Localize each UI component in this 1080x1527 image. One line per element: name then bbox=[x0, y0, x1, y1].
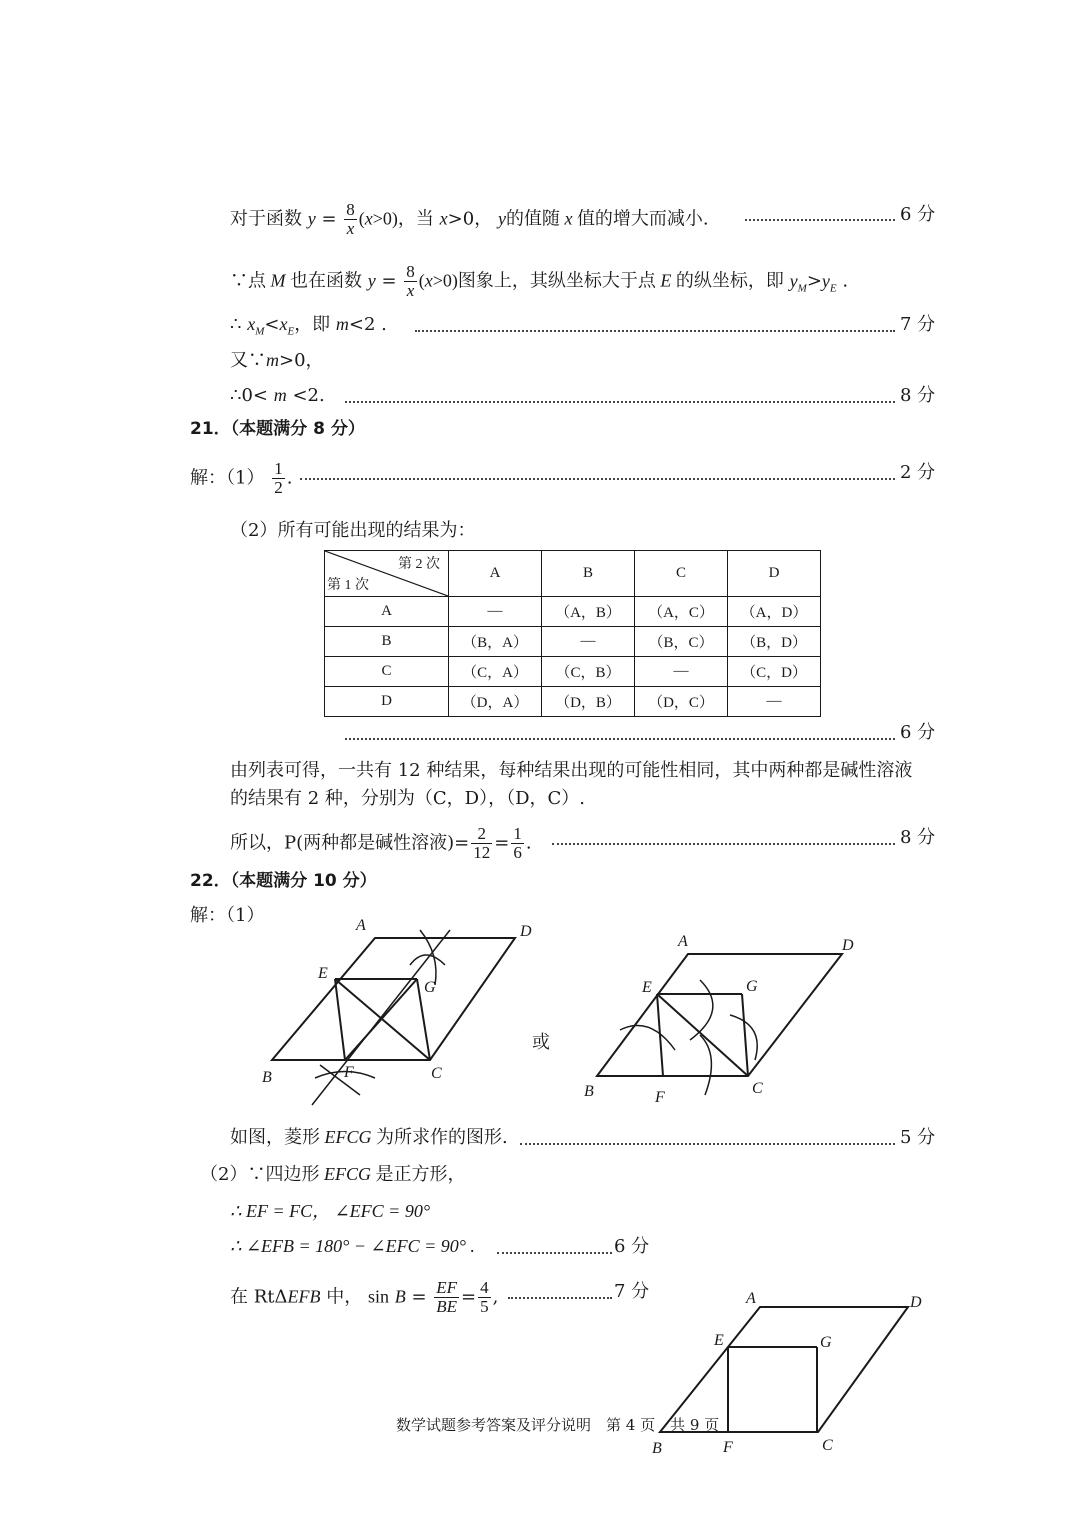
score-label: 8 分 bbox=[900, 827, 936, 848]
figure-rhombus-construction-2 bbox=[580, 930, 880, 1110]
table-header-row bbox=[325, 551, 821, 597]
text: ∴ bbox=[230, 314, 242, 335]
table-cell: — bbox=[542, 627, 635, 657]
dot-leader bbox=[415, 330, 895, 332]
text: 的值随 bbox=[505, 208, 560, 230]
dot-leader bbox=[745, 219, 895, 221]
q21-heading: 21．（本题满分 8 分） bbox=[190, 419, 365, 439]
fraction-1-over-6: $\frac{1}{6}$ bbox=[513, 824, 522, 862]
q20-line-1: 对于函数 y = $\frac{8}{x}$ (x>0)，当 x>0， y的值随 x 值的增大而减小. bbox=[230, 200, 709, 238]
fraction-8-over-x: $\frac{8}{x}$ bbox=[346, 200, 355, 238]
answer-label: 解：（1） bbox=[190, 467, 265, 489]
table-cell: — bbox=[635, 657, 728, 687]
text: <2. bbox=[292, 385, 325, 406]
row-header: D bbox=[325, 687, 449, 717]
table-cell: （D，C） bbox=[635, 687, 728, 717]
table-cell: （B，A） bbox=[449, 627, 542, 657]
label-F: F bbox=[655, 1089, 665, 1106]
score-label: 6 分 bbox=[900, 204, 936, 225]
table-cell: （C，D） bbox=[728, 657, 821, 687]
q20-line-5: ∴0< m <2. bbox=[230, 385, 325, 406]
label-F: F bbox=[344, 1064, 354, 1081]
text: ，即 bbox=[294, 314, 331, 335]
row-header: C bbox=[325, 657, 449, 687]
text: 在 RtΔ bbox=[230, 1286, 288, 1308]
label-E: E bbox=[318, 965, 328, 982]
label-B: B bbox=[262, 1069, 272, 1086]
text: ∴0< bbox=[230, 385, 268, 406]
figure-rhombus-construction-1 bbox=[250, 910, 550, 1110]
q22-step-3: 在 RtΔEFB 中， sin B = $\frac{EF}{BE}$ = $\frac{4}{5}$ , bbox=[230, 1278, 499, 1316]
q20-line-3: ∴ $x_M<x_E$，即 m<2 . bbox=[230, 314, 387, 338]
row-header: A bbox=[325, 597, 449, 627]
text: 图象上，其纵坐标大于点 bbox=[457, 270, 656, 292]
q22-step-2: ∴ ∠EFB = 180° − ∠EFC = 90° . bbox=[230, 1236, 475, 1256]
table-cell: （D，B） bbox=[542, 687, 635, 717]
column-header: A bbox=[449, 551, 542, 597]
fraction-4-over-5: $\frac{4}{5}$ bbox=[480, 1278, 489, 1316]
table-cell: （B，C） bbox=[635, 627, 728, 657]
score-label: 7 分 bbox=[614, 1281, 650, 1302]
label-C: C bbox=[822, 1437, 833, 1454]
q21-explanation-2: 的结果有 2 种，分别为（C，D），（D，C）. bbox=[230, 788, 586, 809]
table-cell: （B，D） bbox=[728, 627, 821, 657]
table-cell: （A，C） bbox=[635, 597, 728, 627]
text: 如图，菱形 bbox=[230, 1127, 320, 1148]
fraction-1-over-2: $\frac{1}{2}$ bbox=[274, 459, 283, 497]
dot-leader bbox=[552, 843, 895, 845]
text: <2 . bbox=[348, 314, 387, 335]
text: ∵点 bbox=[230, 270, 266, 292]
label-C: C bbox=[431, 1065, 442, 1082]
text: 的纵坐标，即 bbox=[675, 270, 784, 292]
dot-leader bbox=[520, 1143, 895, 1145]
label-E: E bbox=[642, 979, 652, 996]
label-D: D bbox=[520, 923, 532, 940]
score-label: 2 分 bbox=[900, 462, 936, 483]
score-label: 7 分 bbox=[900, 314, 936, 335]
q22-caption: 如图，菱形 EFCG 为所求作的图形. bbox=[230, 1127, 508, 1148]
corner-label-second: 第 2 次 bbox=[398, 557, 440, 572]
table-cell: （C，B） bbox=[542, 657, 635, 687]
table-row bbox=[325, 687, 821, 717]
label-C: C bbox=[752, 1080, 763, 1097]
page-footer: 数学试题参考答案及评分说明 第 4 页 共 9 页 bbox=[396, 1416, 720, 1434]
dot-leader bbox=[345, 401, 895, 403]
dot-leader bbox=[345, 738, 895, 740]
score-label: 6 分 bbox=[614, 1236, 650, 1257]
label-A: A bbox=[746, 1290, 756, 1307]
label-A: A bbox=[356, 917, 366, 934]
text: ，当 bbox=[397, 208, 434, 230]
text: 也在函数 bbox=[290, 270, 362, 292]
label-D: D bbox=[910, 1294, 922, 1311]
dot-leader bbox=[300, 478, 895, 480]
column-header: C bbox=[635, 551, 728, 597]
or-label: 或 bbox=[532, 1032, 550, 1053]
corner-label-first: 第 1 次 bbox=[327, 578, 369, 593]
fraction-EF-over-BE: $\frac{EF}{BE}$ bbox=[436, 1278, 458, 1316]
label-D: D bbox=[842, 937, 854, 954]
label-E: E bbox=[714, 1332, 724, 1349]
column-header: D bbox=[728, 551, 821, 597]
fraction-8-over-x: $\frac{8}{x}$ bbox=[406, 262, 415, 300]
table-cell: （C，A） bbox=[449, 657, 542, 687]
label-G: G bbox=[424, 979, 436, 996]
q22-step-1: ∴ EF = FC， ∠EFC = 90° bbox=[230, 1201, 431, 1221]
outcomes-table bbox=[324, 550, 821, 717]
text: >0， bbox=[279, 350, 324, 371]
text: 所以，P(两种都是碱性溶液)= bbox=[230, 832, 470, 854]
table-corner-cell bbox=[325, 551, 449, 597]
q22-part2: （2）∵四边形 EFCG 是正方形， bbox=[200, 1164, 466, 1185]
q22-heading: 22．（本题满分 10 分） bbox=[190, 871, 377, 891]
label-B: B bbox=[652, 1440, 662, 1457]
fraction-2-over-12: $\frac{2}{12}$ bbox=[473, 824, 491, 862]
q21-probability: 所以，P(两种都是碱性溶液)= $\frac{2}{12}$ = $\frac{1}{6}$ . bbox=[230, 824, 532, 862]
q22-part1-label: 解：（1） bbox=[190, 905, 265, 926]
text: 又∵ bbox=[230, 350, 266, 371]
text: 对于函数 bbox=[230, 208, 302, 230]
q21-explanation-1: 由列表可得，一共有 12 种结果，每种结果出现的可能性相同，其中两种都是碱性溶液 bbox=[230, 760, 913, 781]
text: （2）∵四边形 bbox=[200, 1164, 320, 1185]
q21-part1: 解：（1） $\frac{1}{2}$ . bbox=[190, 459, 293, 497]
text: ， bbox=[474, 208, 493, 230]
score-label: 5 分 bbox=[900, 1127, 936, 1148]
q21-part2-intro: （2）所有可能出现的结果为： bbox=[230, 520, 476, 541]
label-A: A bbox=[678, 933, 688, 950]
text: 值的增大而减小. bbox=[576, 208, 709, 230]
score-label: 6 分 bbox=[900, 722, 936, 743]
q20-line-4: 又∵m>0， bbox=[230, 350, 324, 371]
label-F: F bbox=[723, 1439, 733, 1456]
label-B: B bbox=[584, 1083, 594, 1100]
table-cell: （A，D） bbox=[728, 597, 821, 627]
q20-line-2: ∵点 M 也在函数 y = $\frac{8}{x}$ (x>0)图象上，其纵坐标大于点 E 的纵坐标，即 $y_M>y_E$ . bbox=[230, 262, 849, 300]
table-row bbox=[325, 597, 821, 627]
table-row bbox=[325, 657, 821, 687]
dot-leader bbox=[508, 1297, 612, 1299]
text: 是正方形， bbox=[375, 1164, 466, 1185]
column-header: B bbox=[542, 551, 635, 597]
row-header: B bbox=[325, 627, 449, 657]
label-G: G bbox=[820, 1334, 832, 1351]
table-cell: — bbox=[728, 687, 821, 717]
table-cell: （D，A） bbox=[449, 687, 542, 717]
table-cell: — bbox=[449, 597, 542, 627]
text: 中， bbox=[326, 1286, 363, 1308]
table-cell: （A，B） bbox=[542, 597, 635, 627]
score-label: 8 分 bbox=[900, 385, 936, 406]
table-row bbox=[325, 627, 821, 657]
text: 为所求作的图形. bbox=[376, 1127, 508, 1148]
label-G: G bbox=[746, 978, 758, 995]
dot-leader bbox=[497, 1252, 612, 1254]
